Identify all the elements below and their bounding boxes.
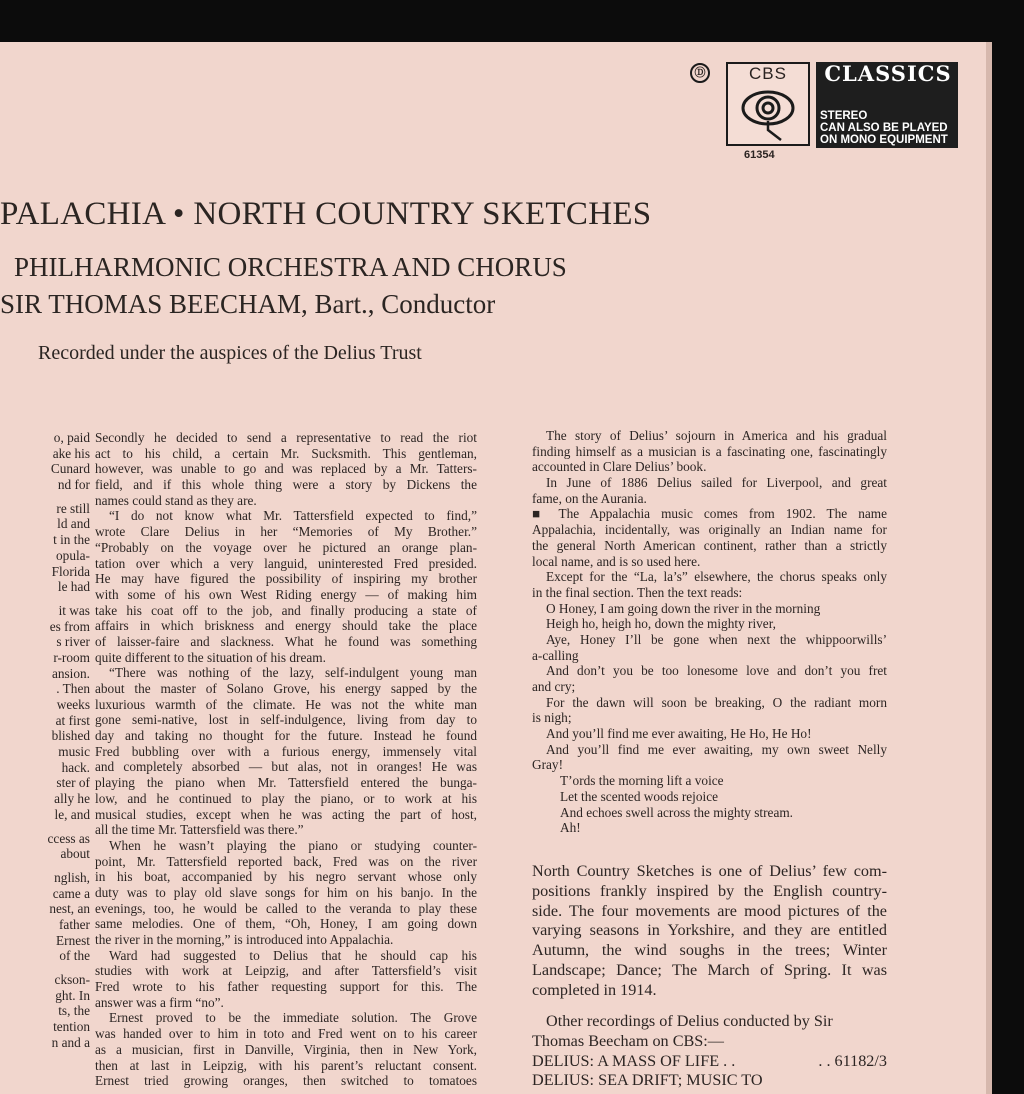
text-line: Florida <box>51 563 90 579</box>
text-line: For the dawn will soon be breaking, O the radiant morn <box>546 694 887 710</box>
text-line: le had <box>57 579 90 595</box>
text-line <box>0 823 90 831</box>
text-line: Fred wrote to his father requesting support for this. The <box>95 979 477 995</box>
text-line: re still <box>56 500 90 516</box>
text-line: the river in the morning,” is introduced into Appalachia. <box>95 932 394 947</box>
stereo-line: ON MONO EQUIPMENT <box>820 134 948 146</box>
text-line: He may have figured the possibility of inspiring my brother <box>95 571 477 587</box>
text-line: ckson- <box>54 972 90 987</box>
text-line: opula- <box>56 547 90 563</box>
text-line: answer was a firm “no”. <box>95 994 224 1010</box>
recording-title: DELIUS: SEA DRIFT; MUSIC TO <box>532 1071 763 1090</box>
text-line: studies with work at Leipzig, and after Tattersfield’s visit <box>95 963 477 979</box>
text-line: Ah! <box>560 820 581 836</box>
text-line: in his boat, accompanied by his negro servant whose only <box>95 869 477 885</box>
text-line: same melodies. One of them, “Oh, Honey, I am going down <box>95 916 477 932</box>
text-line: luxurious warmth of the climate. He was not the white man <box>95 696 477 712</box>
text-line: varying seasons in Yorkshire, and they are entitled <box>532 921 887 940</box>
text-line <box>0 595 90 603</box>
text-line: side. The four movements are mood pictures of the <box>532 901 887 920</box>
text-line: and cry; <box>532 679 576 694</box>
text-line: Aye, Honey I’ll be gone when next the whippoorwills’ <box>546 631 887 647</box>
text-line: then at last in Leipzig, with his parent’s reluctant consent. <box>95 1057 477 1073</box>
text-line: musical studies, except when he was acting the part of host, <box>95 806 477 822</box>
text-line: ts, the <box>58 1003 90 1019</box>
text-line: local name, and is so used here. <box>532 553 701 569</box>
text-line: Fred bubbling over with a furious energy, immensely vital <box>95 743 477 759</box>
text-line: o, paid <box>53 430 90 445</box>
text-line: names could stand as they are. <box>95 492 257 508</box>
north-country-paragraph <box>532 862 887 1001</box>
text-line: Landscape; Dance; The March of Spring. It was <box>532 960 887 979</box>
text-line: the general North American continent, rather than a strictly <box>532 537 887 553</box>
text-line: O Honey, I am going down the river in the morning <box>546 600 821 616</box>
text-line: completed in 1914. <box>532 980 657 999</box>
text-line <box>0 493 90 501</box>
text-line: Ernest tried growing oranges, then switched to tomatoes <box>95 1073 477 1089</box>
catalog-number: 61354 <box>744 149 775 161</box>
text-line: . Then <box>56 681 90 697</box>
text-line: in the final section. Then the text reads: <box>532 584 743 600</box>
text-line: about the master of Solano Grove, his energy sapped by the <box>95 681 477 696</box>
notes-column-2 <box>95 430 477 1089</box>
text-line: a-calling <box>532 647 579 663</box>
text-line: with some of his own West Riding energy — of making him <box>95 586 477 602</box>
text-line: ld and <box>57 516 90 532</box>
text-line: all the time Mr. Tattersfield was there.” <box>95 822 304 838</box>
text-line: it was <box>58 602 90 618</box>
text-line: at first <box>55 712 90 728</box>
text-line: ally he <box>54 791 90 807</box>
text-line: ake his <box>52 445 90 461</box>
recording-title: DELIUS: A MASS OF LIFE . . <box>532 1051 736 1070</box>
text-line: playing the piano when Mr. Tattersfield entered the bunga- <box>95 775 477 791</box>
text-line <box>0 964 90 972</box>
text-line: tention <box>53 1019 90 1035</box>
text-line: quite different to the situation of his dream. <box>95 649 326 665</box>
notes-column-1 <box>0 430 90 1050</box>
text-line: duty was to play old slave songs for him on his banjo. In the <box>95 884 477 900</box>
text-line: Ward had suggested to Delius that he should cap his <box>109 947 477 963</box>
phonogram-mark: Ⓓ <box>690 63 710 83</box>
text-line: day and taking no thought for the future. Instead he found <box>95 728 477 744</box>
text-line: ansion. <box>51 665 90 681</box>
text-line: tation over which a very languid, uninterested Fred presided. <box>95 555 477 571</box>
stereo-line: STEREO <box>820 110 868 122</box>
text-line: of laisser-faire and slackness. What he found was something <box>95 633 477 649</box>
text-line: Autumn, the wind soughs in the trees; Winter <box>532 941 887 960</box>
text-line: Appalachia, incidentally, was originally an Indian name for <box>532 522 887 538</box>
text-line: affairs in which briskness and energy should take the place <box>95 618 477 634</box>
orchestra-credit: PHILHARMONIC ORCHESTRA AND CHORUS <box>14 252 567 282</box>
other-recordings <box>532 1012 887 1091</box>
sleeve-edge <box>986 42 992 1094</box>
text-line: father <box>58 916 90 932</box>
text-line: about <box>60 846 90 862</box>
text-line: The story of Delius’ sojourn in America and his gradual <box>546 428 887 443</box>
text-line <box>0 862 90 870</box>
text-line: blished <box>51 728 90 744</box>
text-line: ster of <box>56 775 90 791</box>
recorded-note: Recorded under the auspices of the Delius Trust <box>38 342 422 364</box>
text-line: ■ The Appalachia music comes from 1902. The name <box>532 506 887 522</box>
text-line: North Country Sketches is one of Delius’ few com- <box>532 862 887 880</box>
text-line: es from <box>49 618 90 634</box>
stereo-line: CAN ALSO BE PLAYED <box>820 122 948 134</box>
text-line: And you’ll find me ever awaiting, He Ho, He Ho! <box>546 726 812 742</box>
text-line: take his coat off to the job, and finally producing a state of <box>95 602 477 618</box>
text-line: s river <box>56 634 90 650</box>
text-line: music <box>58 744 90 760</box>
text-line: And you’ll find me ever awaiting, my own sweet Nelly <box>546 741 887 757</box>
text-line: accounted in Clare Delius’ book. <box>532 459 707 475</box>
text-line: nest, an <box>49 901 90 917</box>
text-line: When he wasn’t playing the piano or studying counter- <box>109 837 477 853</box>
text-line: And echoes swell across the mighty stream. <box>560 804 794 820</box>
text-line: Cunard <box>50 461 90 477</box>
recording-row <box>532 1052 887 1072</box>
text-line: nglish, <box>54 869 90 885</box>
classics-label: CLASSICS <box>824 61 952 86</box>
conductor-credit: SIR THOMAS BEECHAM, Bart., Conductor <box>0 289 496 319</box>
text-line: Ernest proved to be the immediate solution. The Grove <box>109 1010 477 1026</box>
text-line: as a musician, first in Danville, Virginia, then in New York, <box>95 1041 477 1057</box>
text-line: T’ords the morning lift a voice <box>560 773 724 789</box>
text-line: r-room <box>53 649 90 665</box>
text-line: Secondly he decided to send a representative to read the riot <box>95 430 477 445</box>
text-line: point, Mr. Tattersfield reported back, Fred was on the river <box>95 853 477 869</box>
other-recordings-intro: Other recordings of Delius conducted by Sir <box>546 1012 833 1030</box>
text-line: Let the scented woods rejoice <box>560 788 719 804</box>
text-line: “I do not know what Mr. Tattersfield expected to find,” <box>109 508 477 524</box>
text-line: is nigh; <box>532 710 572 726</box>
text-line: came a <box>52 885 90 901</box>
notes-column-3 <box>532 428 887 836</box>
text-line: hack. <box>61 759 90 775</box>
text-line: ght. In <box>55 987 90 1003</box>
text-line: Except for the “La, la’s” elsewhere, the chorus speaks only <box>546 569 887 585</box>
other-recordings-intro: Thomas Beecham on CBS:— <box>532 1031 724 1050</box>
text-line: low, and he continued to play the piano, or to work at his <box>95 790 477 806</box>
cbs-label: CBS <box>749 64 787 83</box>
text-line: Ernest <box>56 932 90 948</box>
text-line: gone semi-native, lost in self-indulgence, living from day to <box>95 712 477 728</box>
text-line: however, was unable to go and was replaced by a Mr. Tatters- <box>95 461 477 477</box>
text-line: n and a <box>51 1034 90 1050</box>
text-line: “There was nothing of the lazy, self-indulgent young man <box>109 665 477 681</box>
text-line: fame, on the Aurania. <box>532 490 647 506</box>
cbs-eye-icon <box>741 86 795 142</box>
text-line: And don’t you be too lonesome love and don’t you fret <box>546 663 887 679</box>
album-title: PALACHIA • NORTH COUNTRY SKETCHES <box>0 196 652 232</box>
text-line: “Probably on the voyage over he pictured an orange plan- <box>95 539 477 555</box>
text-line: act to his child, a certain Mr. Sucksmith. This gentleman, <box>95 445 477 461</box>
text-line: wrote Clare Delius in her “Memories of My Brother.” <box>95 524 477 540</box>
text-line: le, and <box>54 806 90 822</box>
text-line: nd for <box>57 477 90 493</box>
text-line: positions frankly inspired by the English country- <box>532 881 887 900</box>
text-line: weeks <box>56 697 90 712</box>
text-line: finding himself as a musician is a fascinating one, fascinatingly <box>532 443 887 459</box>
text-line: field, and if this whole thing were a story by Dickens the <box>95 477 477 493</box>
text-line: In June of 1886 Delius sailed for Liverpool, and great <box>546 475 887 491</box>
text-line: evenings, too, he would be called to the veranda to play these <box>95 900 477 916</box>
text-line: Heigh ho, heigh ho, down the mighty river, <box>546 616 776 632</box>
text-line: t in the <box>53 532 90 548</box>
text-line: of the <box>59 948 90 964</box>
recording-number: . . 61182/3 <box>818 1051 887 1070</box>
text-line: and completely absorbed — but alas, not in oranges! He was <box>95 759 477 775</box>
text-line: was handed over to him in toto and Fred went on to his career <box>95 1026 477 1042</box>
text-line: Gray! <box>532 757 564 773</box>
text-line: ccess as <box>47 830 90 846</box>
